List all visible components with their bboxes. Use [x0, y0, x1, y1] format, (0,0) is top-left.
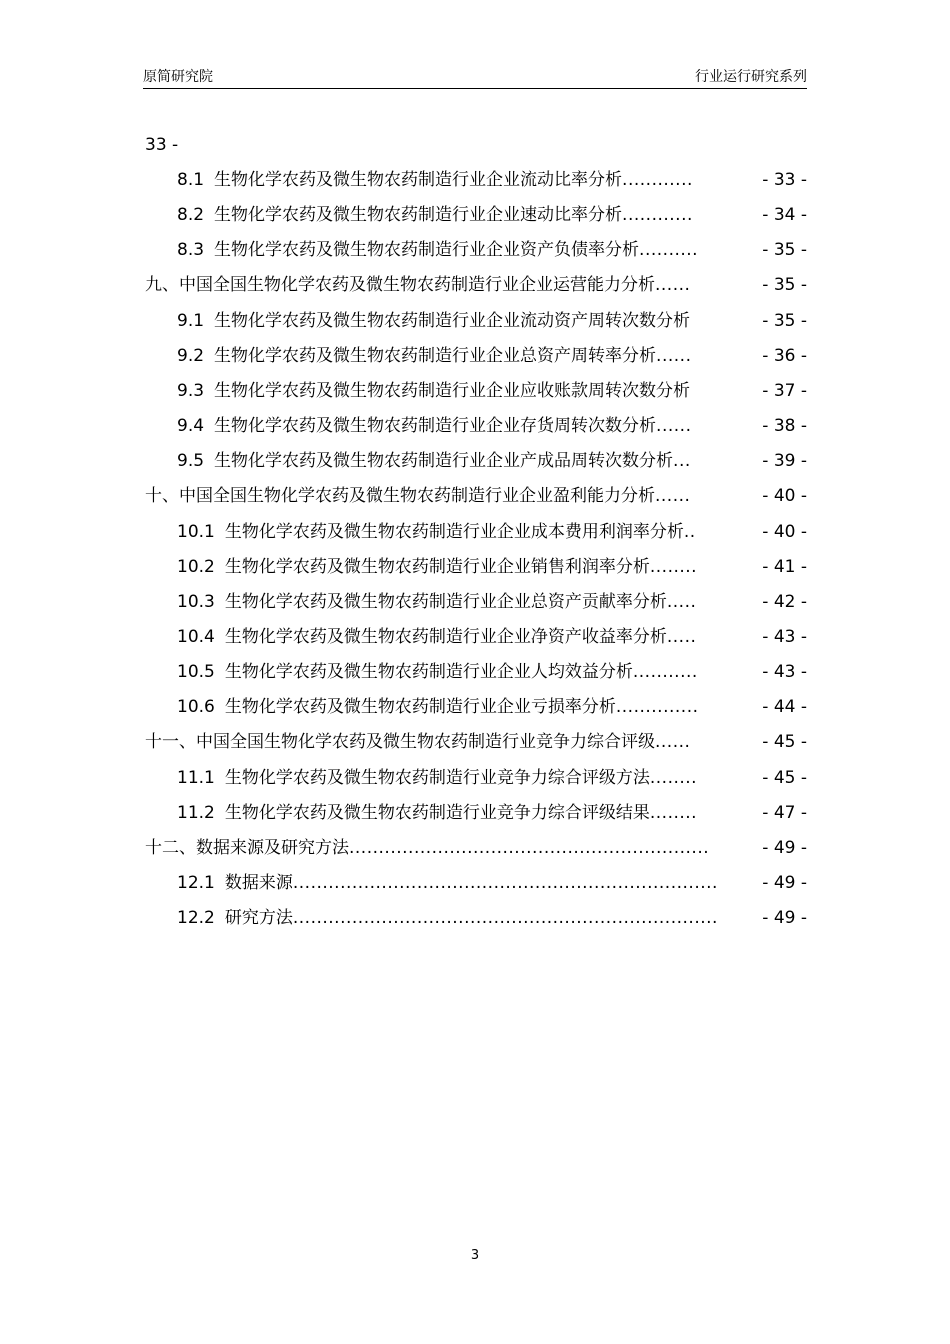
toc-entry-leader-dots: ........... — [632, 662, 698, 683]
toc-entry-title: 生物化学农药及微生物农药制造行业企业流动比率分析 — [214, 170, 623, 190]
toc-entry[interactable] — [177, 766, 807, 790]
toc-entry[interactable] — [177, 344, 807, 368]
toc-entry[interactable] — [177, 414, 807, 438]
toc-entry[interactable] — [145, 730, 807, 754]
toc-entry[interactable] — [177, 695, 807, 719]
toc-entry-leader-dots: ...... — [655, 486, 691, 507]
toc-entry-title: 生物化学农药及微生物农药制造行业企业亏损率分析 — [224, 697, 616, 718]
toc-entry-page: - 41 - — [762, 556, 807, 577]
toc-entry-leader-dots: ...... — [655, 275, 691, 296]
toc-entry-number: 10.5 — [177, 662, 215, 683]
toc-entry-page: - 43 - — [762, 626, 807, 647]
toc-entry[interactable] — [177, 590, 807, 614]
toc-entry-leader-dots: ...... — [655, 732, 691, 753]
toc-entry-number: 9.3 — [177, 380, 205, 401]
toc-entry-number: 10.2 — [177, 556, 215, 577]
toc-entry-leader-dots: ........ — [649, 556, 698, 577]
toc-entry-title: 生物化学农药及微生物农药制造行业企业存货周转次数分析 — [214, 416, 657, 437]
toc-entry-title: 生物化学农药及微生物农药制造行业竞争力综合评级方法 — [224, 767, 650, 788]
toc-entry[interactable] — [177, 449, 807, 473]
toc-entry-page: - 44 - — [762, 697, 807, 718]
toc-entry-title: 生物化学农药及微生物农药制造行业企业应收账款周转次数分析 — [214, 380, 691, 401]
toc-entry[interactable] — [177, 309, 807, 333]
toc-entry-title: 生物化学农药及微生物农药制造行业企业流动资产周转次数分析 — [214, 310, 691, 331]
toc-entry-page: - 47 - — [762, 802, 807, 823]
header-publisher: 原简研究院 — [143, 69, 213, 85]
toc-entry-page: - 49 - — [762, 873, 807, 893]
toc-entry-title: 生物化学农药及微生物农药制造行业企业总资产周转率分析 — [214, 345, 657, 366]
toc-entry-page: - 49 - — [762, 908, 807, 929]
toc-entry-leader-dots: ............ — [622, 170, 693, 190]
toc-entry-number: 10.6 — [177, 697, 215, 718]
toc-entry-leader-dots: ........................................................................ — [292, 908, 718, 929]
toc-entry-number: 12.1 — [177, 873, 215, 893]
toc-entry[interactable] — [145, 273, 807, 297]
toc-entry-leader-dots: ............................................................. — [349, 837, 710, 858]
toc-entry-page: - 45 - — [762, 732, 807, 753]
page-header — [143, 66, 807, 89]
toc-entry-title: 研究方法 — [224, 908, 293, 929]
toc-entry-page: - 33 - — [762, 170, 807, 190]
toc-entry-title: 十、中国全国生物化学农药及微生物农药制造行业企业盈利能力分析 — [145, 486, 655, 507]
toc-entry-title: 生物化学农药及微生物农药制造行业企业净资产收益率分析 — [224, 626, 667, 647]
toc-entry-page: - 49 - — [762, 837, 807, 858]
toc-entry-number: 11.1 — [177, 767, 215, 788]
toc-entry[interactable] — [145, 836, 807, 860]
toc-entry-title: 生物化学农药及微生物农药制造行业企业速动比率分析 — [214, 205, 623, 226]
toc-entry-page: - 36 - — [762, 345, 807, 366]
toc-entry-page: - 43 - — [762, 662, 807, 683]
toc-entry-leader-dots: ........ — [649, 802, 698, 823]
toc-entry-leader-dots: ..... — [666, 626, 697, 647]
toc-entry[interactable] — [145, 484, 807, 508]
toc-entry-number: 9.2 — [177, 345, 205, 366]
toc-entry[interactable] — [177, 906, 807, 930]
toc-entry-leader-dots: ...... — [656, 416, 692, 437]
toc-entry[interactable] — [177, 801, 807, 825]
toc-entry-page: - 34 - — [762, 205, 807, 226]
toc-entry-leader-dots: ............ — [622, 205, 693, 226]
toc-entry-number: 11.2 — [177, 802, 215, 823]
toc-entry-leader-dots: ..... — [666, 591, 697, 612]
toc-entry-leader-dots: .............. — [615, 697, 699, 718]
toc-entry-leader-dots: ...... — [656, 345, 692, 366]
toc-entry[interactable] — [177, 379, 807, 403]
toc-entry-number: 10.4 — [177, 626, 215, 647]
toc-entry-number: 8.1 — [177, 170, 205, 190]
toc-entry-title: 九、中国全国生物化学农药及微生物农药制造行业企业运营能力分析 — [145, 275, 655, 296]
toc-entry-number: 8.3 — [177, 240, 205, 261]
toc-entry-leader-dots: .......... — [639, 240, 699, 261]
page-number: 3 — [470, 1248, 480, 1263]
toc-entry[interactable] — [177, 555, 807, 579]
toc-entry-page: - 38 - — [762, 416, 807, 437]
toc-entry-page: - 42 - — [762, 591, 807, 612]
toc-entry-page: - 40 - — [762, 521, 807, 542]
header-series-title: 行业运行研究系列 — [695, 69, 807, 85]
toc-entry[interactable] — [177, 520, 807, 544]
toc-entry-title: 生物化学农药及微生物农药制造行业竞争力综合评级结果 — [224, 802, 650, 823]
toc-entry-page: - 35 - — [762, 310, 807, 331]
toc-entry[interactable] — [177, 168, 807, 192]
toc-continuation-page: 33 - — [145, 135, 179, 155]
toc-entry-title: 生物化学农药及微生物农药制造行业企业产成品周转次数分析 — [214, 451, 674, 472]
toc-entry-title: 生物化学农药及微生物农药制造行业企业资产负债率分析 — [214, 240, 640, 261]
toc-entry[interactable] — [177, 203, 807, 227]
toc-entry-title: 生物化学农药及微生物农药制造行业企业销售利润率分析 — [224, 556, 650, 577]
toc-entry-number: 9.4 — [177, 416, 205, 437]
toc-entry[interactable] — [177, 625, 807, 649]
toc-entry-page: - 35 - — [762, 240, 807, 261]
toc-entry-number: 8.2 — [177, 205, 205, 226]
toc-entry-title: 生物化学农药及微生物农药制造行业企业总资产贡献率分析 — [224, 591, 667, 612]
toc-entry-page: - 39 - — [762, 451, 807, 472]
toc-entry-page: - 40 - — [762, 486, 807, 507]
toc-entry-leader-dots: .. — [683, 521, 696, 542]
toc-entry-number: 9.1 — [177, 310, 205, 331]
toc-entry[interactable] — [177, 238, 807, 262]
toc-entry-number: 10.1 — [177, 521, 215, 542]
toc-entry-title: 生物化学农药及微生物农药制造行业企业成本费用利润率分析 — [224, 521, 684, 542]
toc-entry-page: - 45 - — [762, 767, 807, 788]
toc-entry-leader-dots: ........ — [649, 767, 698, 788]
toc-entry[interactable] — [177, 660, 807, 684]
toc-entry-leader-dots: ... — [673, 451, 691, 472]
toc-entry[interactable] — [177, 871, 807, 895]
toc-entry-title: 十一、中国全国生物化学农药及微生物农药制造行业竞争力综合评级 — [145, 732, 655, 753]
toc-entry-number: 9.5 — [177, 451, 205, 472]
toc-entry-number: 10.3 — [177, 591, 215, 612]
toc-entry-page: - 37 - — [762, 380, 807, 401]
toc-entry-title: 生物化学农药及微生物农药制造行业企业人均效益分析 — [224, 662, 633, 683]
toc-entry-number: 12.2 — [177, 908, 215, 929]
toc-entry-title: 数据来源 — [224, 873, 293, 893]
toc-entry-page: - 35 - — [762, 275, 807, 296]
toc-entry-leader-dots: ........................................................................ — [292, 873, 718, 893]
toc-entry-title: 十二、数据来源及研究方法 — [145, 837, 349, 858]
